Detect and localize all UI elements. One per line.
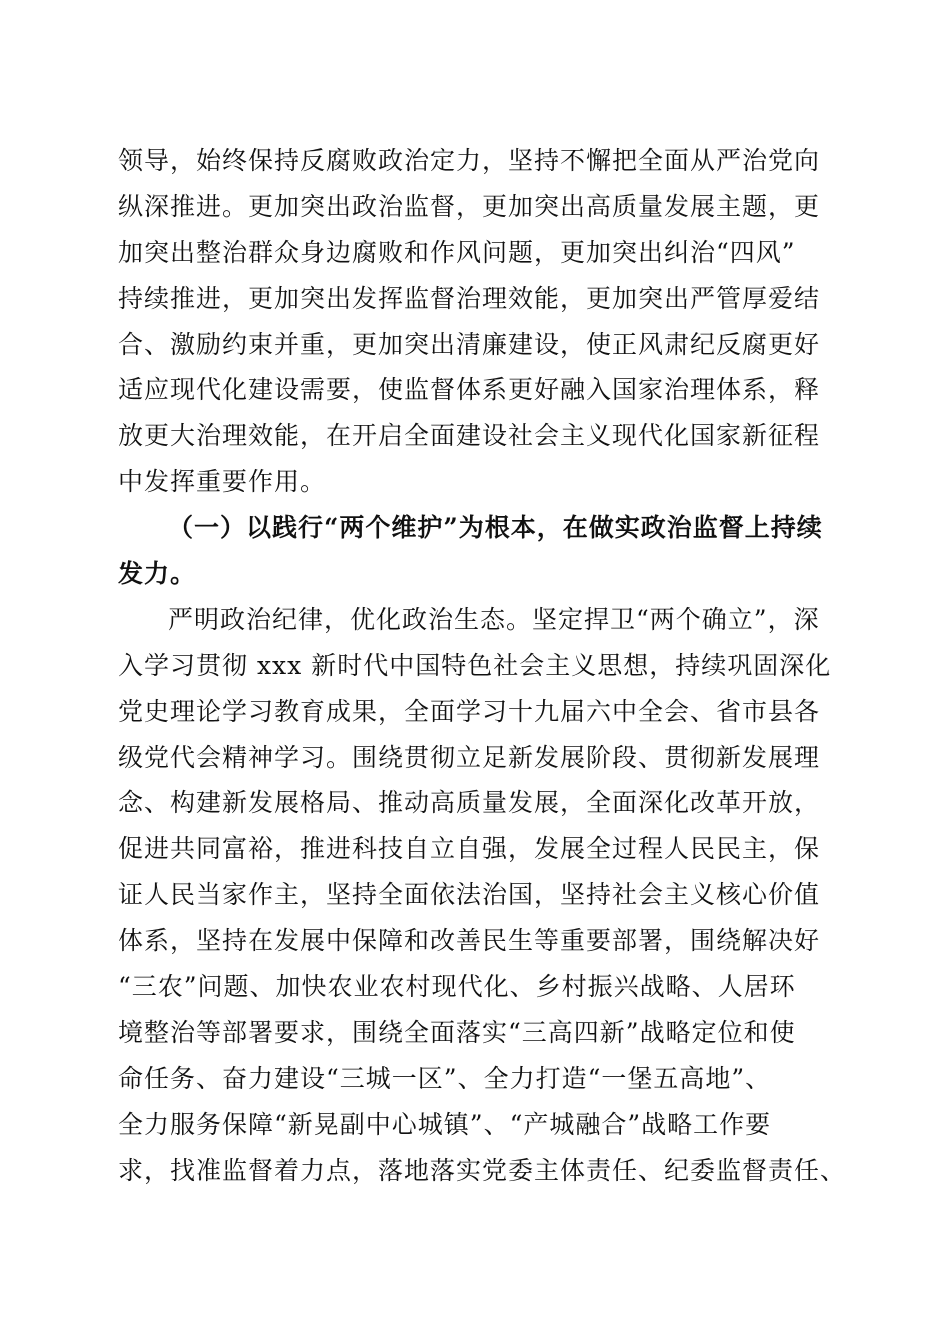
- paragraph-line: 党史理论学习教育成果，全面学习十九届六中全会、省市县各: [118, 696, 821, 726]
- paragraph-line: 持续推进，更加突出发挥监督治理效能，更加突出严管厚爱结: [118, 283, 821, 313]
- paragraph-line: 中发挥重要作用。: [118, 467, 327, 497]
- paragraph-line: 命任务、奋力建设“三城一区”、全力打造“一堡五高地”、: [118, 1063, 772, 1093]
- heading-line: 发力。: [118, 559, 197, 589]
- paragraph-line: 促进共同富裕，推进科技自立自强，发展全过程人民民主，保: [118, 834, 821, 864]
- paragraph-line: 合、激励约束并重，更加突出清廉建设，使正风肃纪反腐更好: [118, 329, 821, 359]
- paragraph-line: 放更大治理效能，在开启全面建设社会主义现代化国家新征程: [118, 421, 821, 451]
- document-body: [118, 138, 847, 1193]
- paragraph-line: 境整治等部署要求，围绕全面落实“三高四新”战略定位和使: [118, 1017, 796, 1047]
- paragraph-2: [118, 597, 847, 1194]
- paragraph-line: 入学习贯彻 xxx 新时代中国特色社会主义思想，持续巩固深化: [118, 650, 832, 680]
- paragraph-line: 求，找准监督着力点，落地落实党委主体责任、纪委监督责任、: [118, 1155, 847, 1185]
- section-heading: [118, 505, 838, 597]
- paragraph-line: 证人民当家作主，坚持全面依法治国，坚持社会主义核心价值: [118, 880, 821, 910]
- paragraph-line: 严明政治纪律，优化政治生态。坚定捍卫“两个确立”，深: [168, 604, 820, 634]
- heading-line: （一）以践行“两个维护”为根本，在做实政治监督上持续: [168, 513, 823, 543]
- paragraph-line: 念、构建新发展格局、推动高质量发展，全面深化改革开放，: [118, 788, 821, 818]
- paragraph-line: 领导，始终保持反腐败政治定力，坚持不懈把全面从严治党向: [118, 146, 821, 175]
- paragraph-line: 适应现代化建设需要，使监督体系更好融入国家治理体系，释: [118, 375, 821, 405]
- paragraph-line: 级党代会精神学习。围绕贯彻立足新发展阶段、贯彻新发展理: [118, 742, 821, 772]
- paragraph-line: 纵深推进。更加突出政治监督，更加突出高质量发展主题，更: [118, 191, 821, 221]
- paragraph-line: 全力服务保障“新晃副中心城镇”、“产城融合”战略工作要: [118, 1109, 772, 1139]
- paragraph-line: 体系，坚持在发展中保障和改善民生等重要部署，围绕解决好: [118, 926, 821, 956]
- paragraph-line: 加突出整治群众身边腐败和作风问题，更加突出纠治“四风”: [118, 237, 796, 267]
- paragraph-line: “三农”问题、加快农业农村现代化、乡村振兴战略、人居环: [118, 972, 796, 1002]
- paragraph-1: [118, 138, 838, 505]
